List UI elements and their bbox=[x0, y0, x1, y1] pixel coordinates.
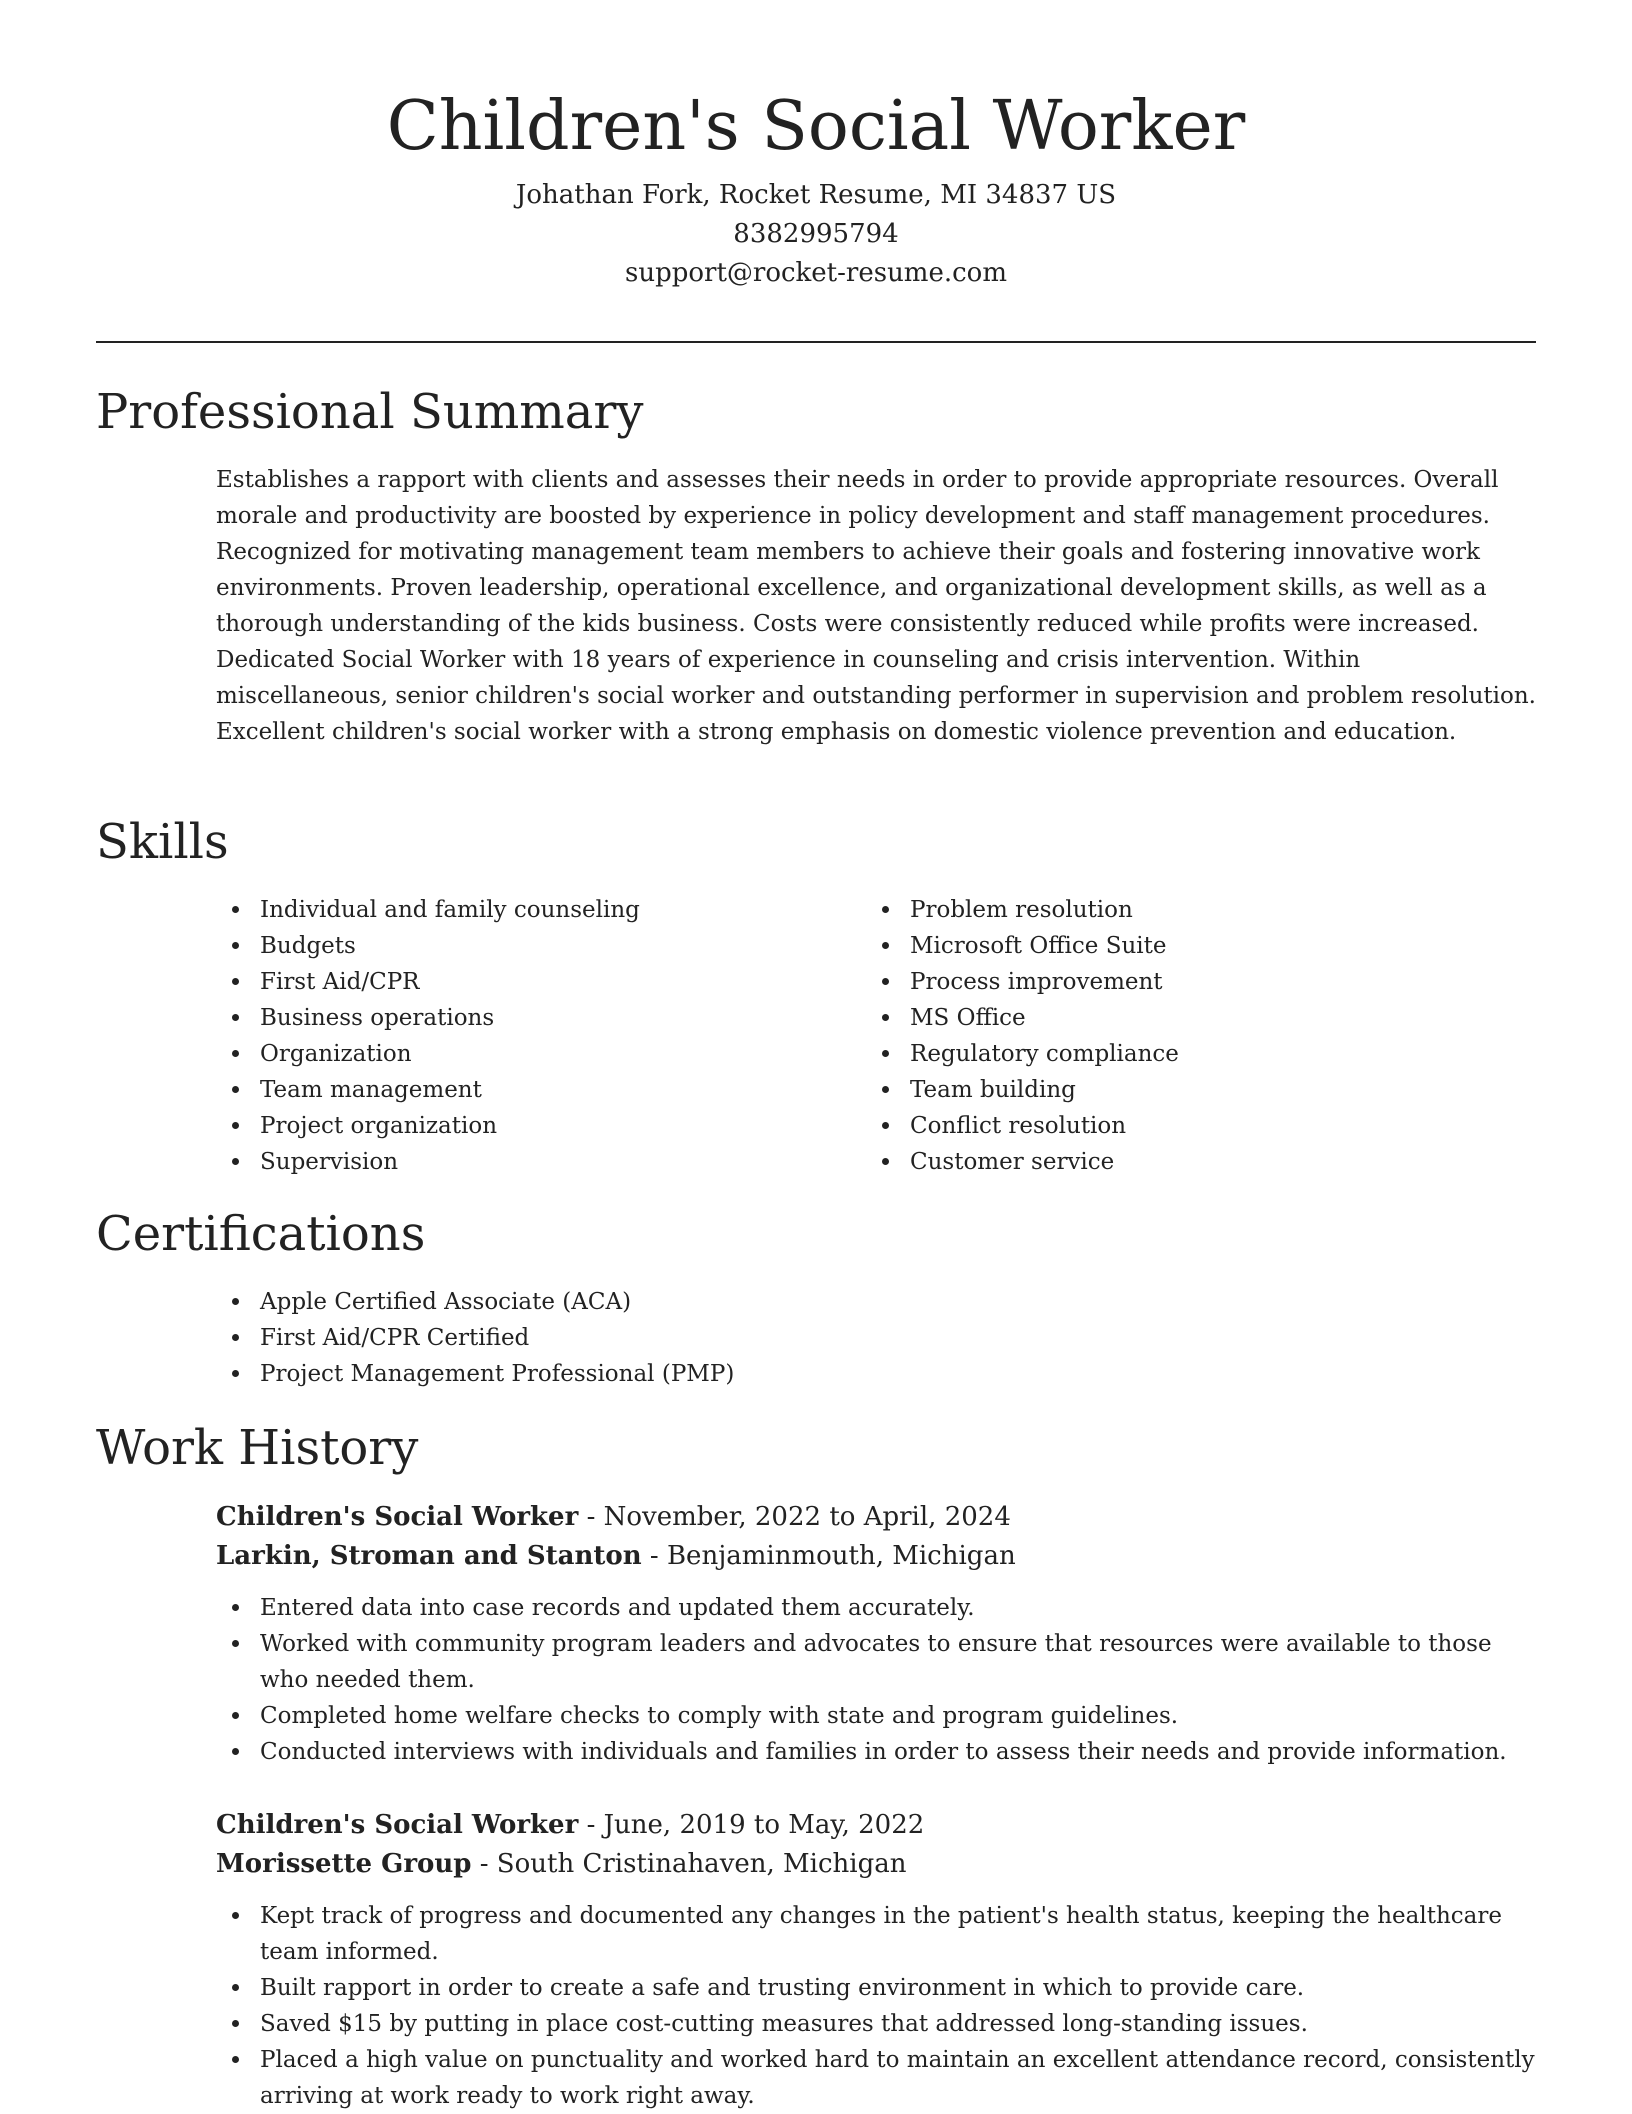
skill-item: Conflict resolution bbox=[910, 1108, 1506, 1144]
job-title: Children's Social Worker bbox=[216, 1502, 579, 1532]
skills-heading: Skills bbox=[96, 814, 229, 870]
job-duties-list bbox=[216, 1590, 1536, 1770]
job-duty-item: Conducted interviews with individuals and families in order to assess their needs and provide information. bbox=[260, 1734, 1536, 1770]
skill-item: Team management bbox=[260, 1072, 856, 1108]
certification-item: First Aid/CPR Certified bbox=[260, 1320, 1536, 1356]
job-company: Morissette Group bbox=[216, 1849, 472, 1879]
contact-email: support@rocket-resume.com bbox=[624, 258, 1007, 288]
certifications-list bbox=[216, 1284, 1536, 1392]
contact-phone: 8382995794 bbox=[733, 219, 899, 249]
job-duty-item: Built rapport in order to create a safe and trusting environment in which to provide care. bbox=[260, 1970, 1536, 2006]
certification-item: Apple Certified Associate (ACA) bbox=[260, 1284, 1536, 1320]
skills-column-right bbox=[866, 892, 1506, 1180]
skill-item: Customer service bbox=[910, 1144, 1506, 1180]
summary-text: Establishes a rapport with clients and assesses their needs in order to provide appropriate resources. Overall morale and productivity are boosted by experience in policy development and staff management procedures. Recognized for motivating management team members to achieve their goals and fostering innovative work environments. Proven leadership, operational excellence, and organizational development skills, as well as a thorough understanding of the kids business. Costs were consistently reduced while profits were increased. Dedicated Social Worker with 18 years of experience in counseling and crisis intervention. Within miscellaneous, senior children's social worker and outstanding performer in supervision and problem resolution. Excellent children's social worker with a strong emphasis on domestic violence prevention and education. bbox=[216, 467, 1536, 745]
job-title: Children's Social Worker bbox=[216, 1810, 579, 1840]
job-duty-item: Worked with community program leaders and advocates to ensure that resources were available to those who needed them. bbox=[260, 1626, 1536, 1698]
job-duties-list bbox=[216, 1898, 1536, 2114]
certifications-heading: Certifications bbox=[96, 1206, 426, 1262]
job-duty-item: Saved $15 by putting in place cost-cutting measures that addressed long-standing issues. bbox=[260, 2006, 1536, 2042]
skill-item: First Aid/CPR bbox=[260, 964, 856, 1000]
certifications-block bbox=[216, 1284, 1536, 1392]
skill-item: Budgets bbox=[260, 928, 856, 964]
job-entry bbox=[216, 1498, 1536, 1770]
job-dates: - November, 2022 to April, 2024 bbox=[578, 1502, 1011, 1532]
skill-item: Individual and family counseling bbox=[260, 892, 856, 928]
skills-column-left bbox=[216, 892, 856, 1180]
job-company: Larkin, Stroman and Stanton bbox=[216, 1541, 642, 1571]
job-duty-item: Placed a high value on punctuality and worked hard to maintain an excellent attendance record, consistently arriving at work ready to work right away. bbox=[260, 2042, 1536, 2114]
skills-list-right bbox=[866, 892, 1506, 1180]
job-entry bbox=[216, 1806, 1536, 2114]
job-title-line bbox=[216, 1498, 1536, 1537]
skill-item: Microsoft Office Suite bbox=[910, 928, 1506, 964]
header-divider bbox=[96, 341, 1536, 343]
skill-item: Team building bbox=[910, 1072, 1506, 1108]
job-company-line bbox=[216, 1845, 1536, 1884]
certification-item: Project Management Professional (PMP) bbox=[260, 1356, 1536, 1392]
job-location: - Benjaminmouth, Michigan bbox=[641, 1541, 1016, 1571]
work-history-heading: Work History bbox=[96, 1420, 419, 1476]
job-dates: - June, 2019 to May, 2022 bbox=[578, 1810, 925, 1840]
skill-item: Process improvement bbox=[910, 964, 1506, 1000]
skill-item: Organization bbox=[260, 1036, 856, 1072]
skill-item: Problem resolution bbox=[910, 892, 1506, 928]
job-title-line bbox=[216, 1806, 1536, 1845]
contact-block bbox=[96, 176, 1536, 293]
resume-header bbox=[96, 82, 1536, 293]
skill-item: Regulatory compliance bbox=[910, 1036, 1506, 1072]
contact-address: Johathan Fork, Rocket Resume, MI 34837 US bbox=[515, 180, 1117, 210]
skill-item: MS Office bbox=[910, 1000, 1506, 1036]
job-duty-item: Completed home welfare checks to comply with state and program guidelines. bbox=[260, 1698, 1536, 1734]
skill-item: Business operations bbox=[260, 1000, 856, 1036]
skill-item: Project organization bbox=[260, 1108, 856, 1144]
job-location: - South Cristinahaven, Michigan bbox=[471, 1849, 907, 1879]
skills-list-left bbox=[216, 892, 856, 1180]
skill-item: Supervision bbox=[260, 1144, 856, 1180]
job-company-line bbox=[216, 1537, 1536, 1576]
resume-title: Children's Social Worker bbox=[386, 87, 1246, 166]
job-duty-item: Kept track of progress and documented any changes in the patient's health status, keeping the healthcare team informed. bbox=[260, 1898, 1536, 1970]
summary-heading: Professional Summary bbox=[96, 384, 644, 440]
job-duty-item: Entered data into case records and updated them accurately. bbox=[260, 1590, 1536, 1626]
